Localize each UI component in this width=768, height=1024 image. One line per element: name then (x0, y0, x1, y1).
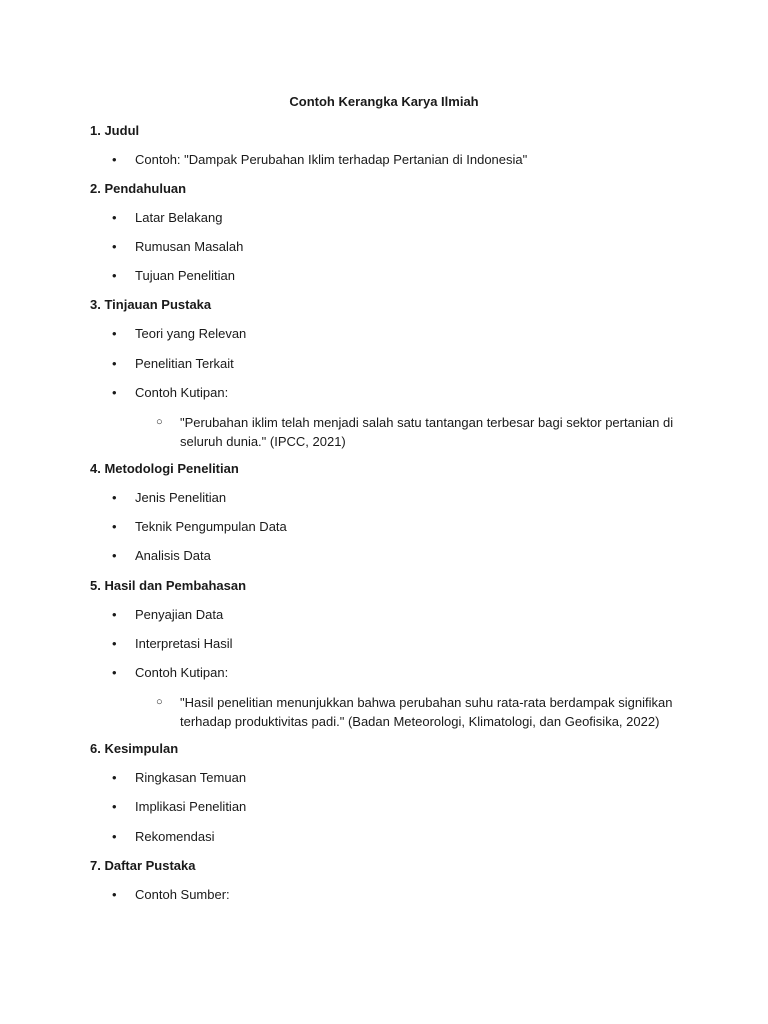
bullet-icon: • (112, 636, 117, 651)
bullet-icon: • (112, 519, 117, 534)
list-item-text: Interpretasi Hasil (135, 636, 233, 651)
bullet-icon: • (112, 829, 117, 844)
bullet-icon: • (112, 268, 117, 283)
list-item-text: Analisis Data (135, 548, 211, 563)
quote-line: "Hasil penelitian menunjukkan bahwa perubahan suhu rata-rata berdampak signifikan (180, 695, 673, 710)
bullet-icon: • (112, 210, 117, 225)
bullet-icon: • (112, 665, 117, 680)
section-heading-judul: 1. Judul (90, 123, 140, 138)
bullet-icon: • (112, 239, 117, 254)
circle-bullet-icon: ○ (156, 416, 163, 428)
list-item-text: Implikasi Penelitian (135, 799, 247, 814)
list-item-text: Penyajian Data (135, 607, 224, 622)
bullet-icon: • (112, 385, 117, 400)
list-item-text: Teori yang Relevan (135, 326, 247, 341)
section-heading-pendahuluan: 2. Pendahuluan (90, 181, 187, 196)
list-item-text: Teknik Pengumpulan Data (135, 519, 287, 534)
list-item-text: Rumusan Masalah (135, 239, 244, 254)
bullet-icon: • (112, 607, 117, 622)
bullet-icon: • (112, 887, 117, 902)
document-title: Contoh Kerangka Karya Ilmiah (289, 94, 479, 109)
list-item-text: Contoh Sumber: (135, 887, 230, 902)
quote-line: seluruh dunia." (IPCC, 2021) (180, 434, 346, 449)
list-item-text: Latar Belakang (135, 210, 223, 225)
section-heading-hasil-dan-pembahasan: 5. Hasil dan Pembahasan (90, 578, 247, 593)
quote-text (180, 413, 674, 451)
quote-line: terhadap produktivitas padi." (Badan Meteorologi, Klimatologi, dan Geofisika, 2022) (180, 714, 660, 729)
section-heading-tinjauan-pustaka: 3. Tinjauan Pustaka (90, 297, 212, 312)
section-heading-metodologi-penelitian: 4. Metodologi Penelitian (90, 461, 239, 476)
bullet-icon: • (112, 770, 117, 785)
bullet-icon: • (112, 152, 117, 167)
quote-text (180, 693, 673, 731)
bullet-icon: • (112, 356, 117, 371)
list-item-text: Contoh Kutipan: (135, 665, 229, 680)
bullet-icon: • (112, 490, 117, 505)
bullet-icon: • (112, 799, 117, 814)
list-item-text: Tujuan Penelitian (135, 268, 235, 283)
list-item-text: Contoh Kutipan: (135, 385, 229, 400)
list-item-text: Jenis Penelitian (135, 490, 227, 505)
list-item-text: Penelitian Terkait (135, 356, 234, 371)
quote-line: "Perubahan iklim telah menjadi salah satu tantangan terbesar bagi sektor pertanian di (180, 415, 674, 430)
list-item-text: Ringkasan Temuan (135, 770, 247, 785)
circle-bullet-icon: ○ (156, 696, 163, 708)
section-heading-kesimpulan: 6. Kesimpulan (90, 741, 179, 756)
bullet-icon: • (112, 548, 117, 563)
bullet-icon: • (112, 326, 117, 341)
list-item-text: Contoh: "Dampak Perubahan Iklim terhadap Pertanian di Indonesia" (135, 152, 528, 167)
section-heading-daftar-pustaka: 7. Daftar Pustaka (90, 858, 196, 873)
list-item-text: Rekomendasi (135, 829, 215, 844)
